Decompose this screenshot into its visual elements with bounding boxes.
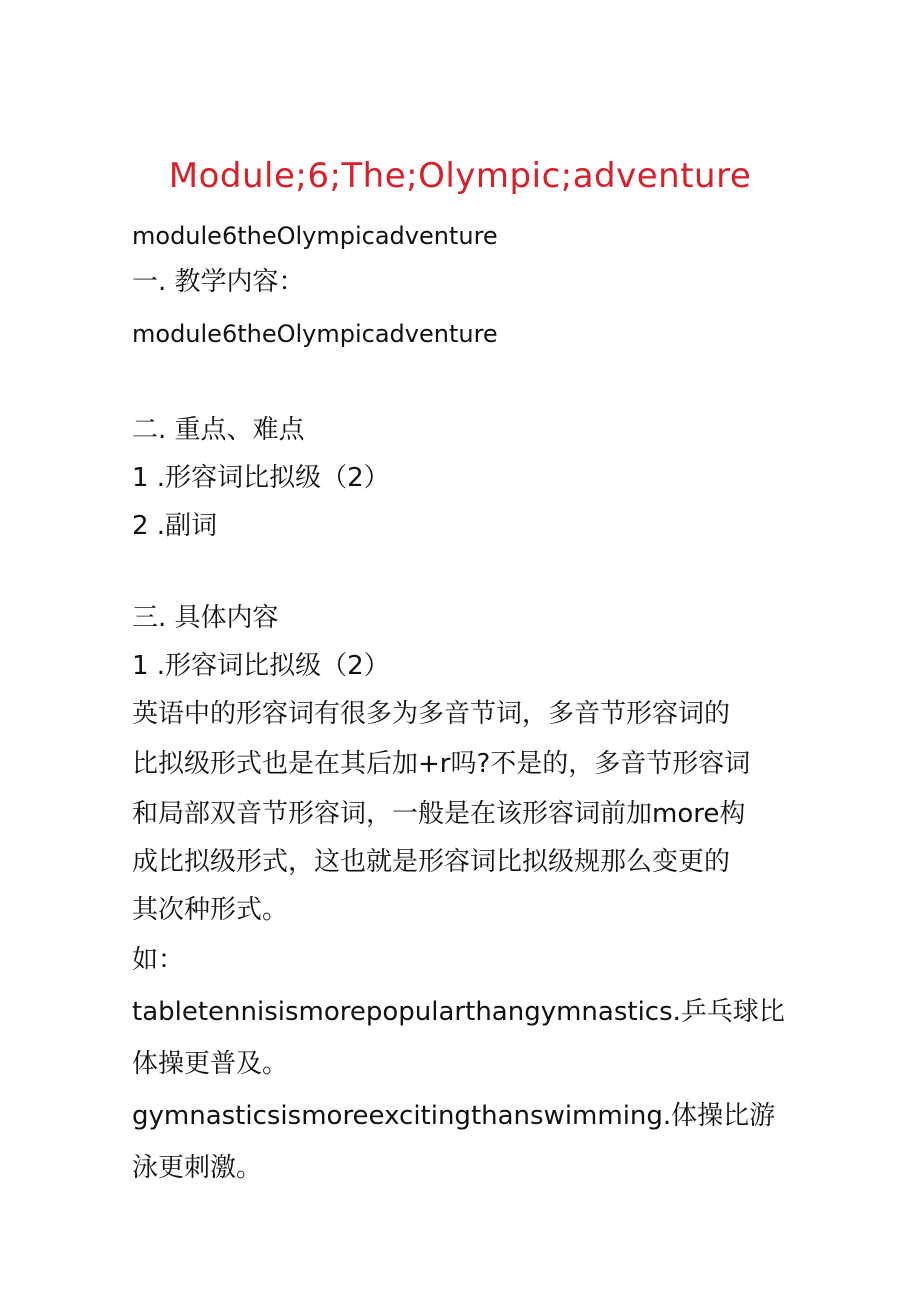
example-sentence: gymnasticsismoreexcitingthanswimming.体操比游泳更刺激。 xyxy=(132,1101,776,1183)
paragraph-line: 和局部双音节形容词，一般是在该形容词前加more构 xyxy=(132,799,746,829)
paragraph-line: 英语中的形容词有很多为多音节词，多音节形容词的 xyxy=(132,699,731,729)
section2-item-2: 2 .副词 xyxy=(132,511,218,541)
section2-heading: 二. 重点、难点 xyxy=(132,415,305,445)
section1-content: module6theOlympicadventure xyxy=(132,320,498,348)
example-sentence: tabletennisismorepopularthangymnastics.乒乓球比体操更普及。 xyxy=(132,997,785,1079)
paragraph-line: 其次种形式。 xyxy=(132,895,289,925)
example-label: 如： xyxy=(132,945,185,975)
section1-heading: 一. 教学内容： xyxy=(132,267,305,297)
document-title: Module;6;The;Olympic;adventure xyxy=(168,156,752,196)
paragraph-line: 成比拟级形式，这也就是形容词比拟级规那么变更的 xyxy=(132,847,731,877)
section3-item-1: 1 .形容词比拟级（2） xyxy=(132,651,390,681)
section3-heading: 三. 具体内容 xyxy=(132,603,279,633)
subtitle: module6theOlympicadventure xyxy=(132,222,498,250)
section2-item-1: 1 .形容词比拟级（2） xyxy=(132,463,390,493)
paragraph-line: 比拟级形式也是在其后加+r吗?不是的，多音节形容词 xyxy=(132,749,751,779)
